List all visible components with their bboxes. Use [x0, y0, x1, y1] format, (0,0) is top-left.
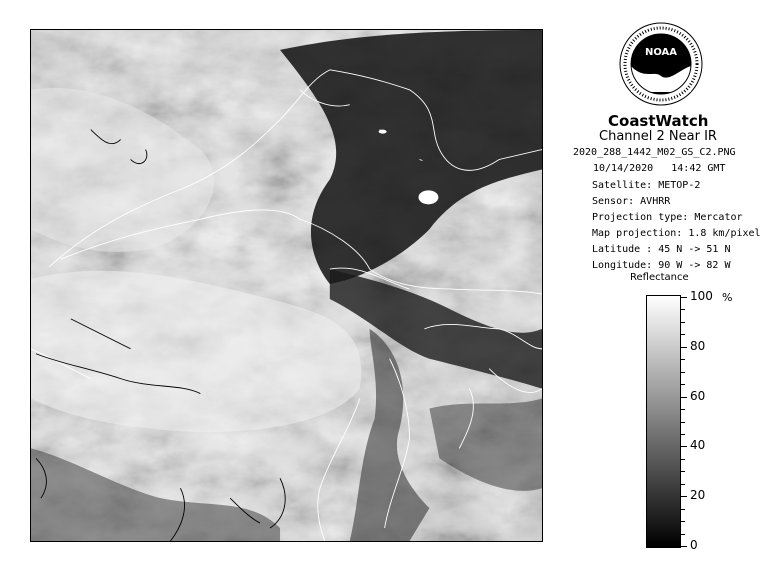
colorbar-minor-tick [681, 484, 685, 485]
colorbar-minor-tick [681, 334, 685, 335]
colorbar-minor-tick [681, 459, 685, 460]
colorbar-minor-tick [681, 434, 685, 435]
colorbar-minor-tick [681, 322, 685, 323]
satellite-image [31, 30, 542, 541]
colorbar-tick-label: 60 [690, 388, 706, 403]
colorbar-minor-tick [681, 384, 685, 385]
colorbar-minor-tick [681, 359, 685, 360]
longitude-info: Longitude: 90 W -> 82 W [592, 260, 731, 271]
map-projection-info: Map projection: 1.8 km/pixel [592, 228, 761, 239]
colorbar-major-tick [681, 496, 687, 497]
colorbar-major-tick [681, 397, 687, 398]
satellite-info: Satellite: METOP-2 [592, 180, 701, 191]
colorbar-minor-tick [681, 521, 685, 522]
colorbar [646, 295, 681, 548]
colorbar-minor-tick [681, 309, 685, 310]
colorbar-minor-tick [681, 409, 685, 410]
colorbar-title: Reflectance [630, 272, 689, 283]
acquisition-datetime: 10/14/2020 14:42 GMT [593, 163, 726, 174]
colorbar-minor-tick [681, 534, 685, 535]
colorbar-tick-label: 0 [690, 538, 698, 552]
file-name: 2020_288_1442_M02_GS_C2.PNG [573, 147, 736, 158]
colorbar-unit: % [722, 291, 733, 304]
channel-label: Channel 2 Near IR [599, 129, 717, 144]
colorbar-tick-label: 20 [690, 488, 706, 503]
colorbar-major-tick [681, 297, 687, 298]
projection-type-info: Projection type: Mercator [592, 212, 743, 223]
colorbar-tick-label: 40 [690, 438, 706, 453]
noaa-logo [619, 22, 703, 106]
noaa-logo-icon [619, 22, 703, 106]
latitude-info: Latitude : 45 N -> 51 N [592, 244, 731, 255]
colorbar-minor-tick [681, 509, 685, 510]
sensor-info: Sensor: AVHRR [592, 196, 671, 207]
colorbar-minor-tick [681, 372, 685, 373]
colorbar-tick-label: 100 [690, 289, 713, 303]
app-title: CoastWatch [608, 112, 709, 130]
colorbar-major-tick [681, 347, 687, 348]
satellite-map [30, 29, 543, 542]
colorbar-major-tick [681, 546, 687, 547]
colorbar-minor-tick [681, 422, 685, 423]
colorbar-tick-label: 80 [690, 338, 706, 353]
colorbar-minor-tick [681, 471, 685, 472]
colorbar-major-tick [681, 446, 687, 447]
svg-text:NOAA: NOAA [644, 47, 678, 58]
